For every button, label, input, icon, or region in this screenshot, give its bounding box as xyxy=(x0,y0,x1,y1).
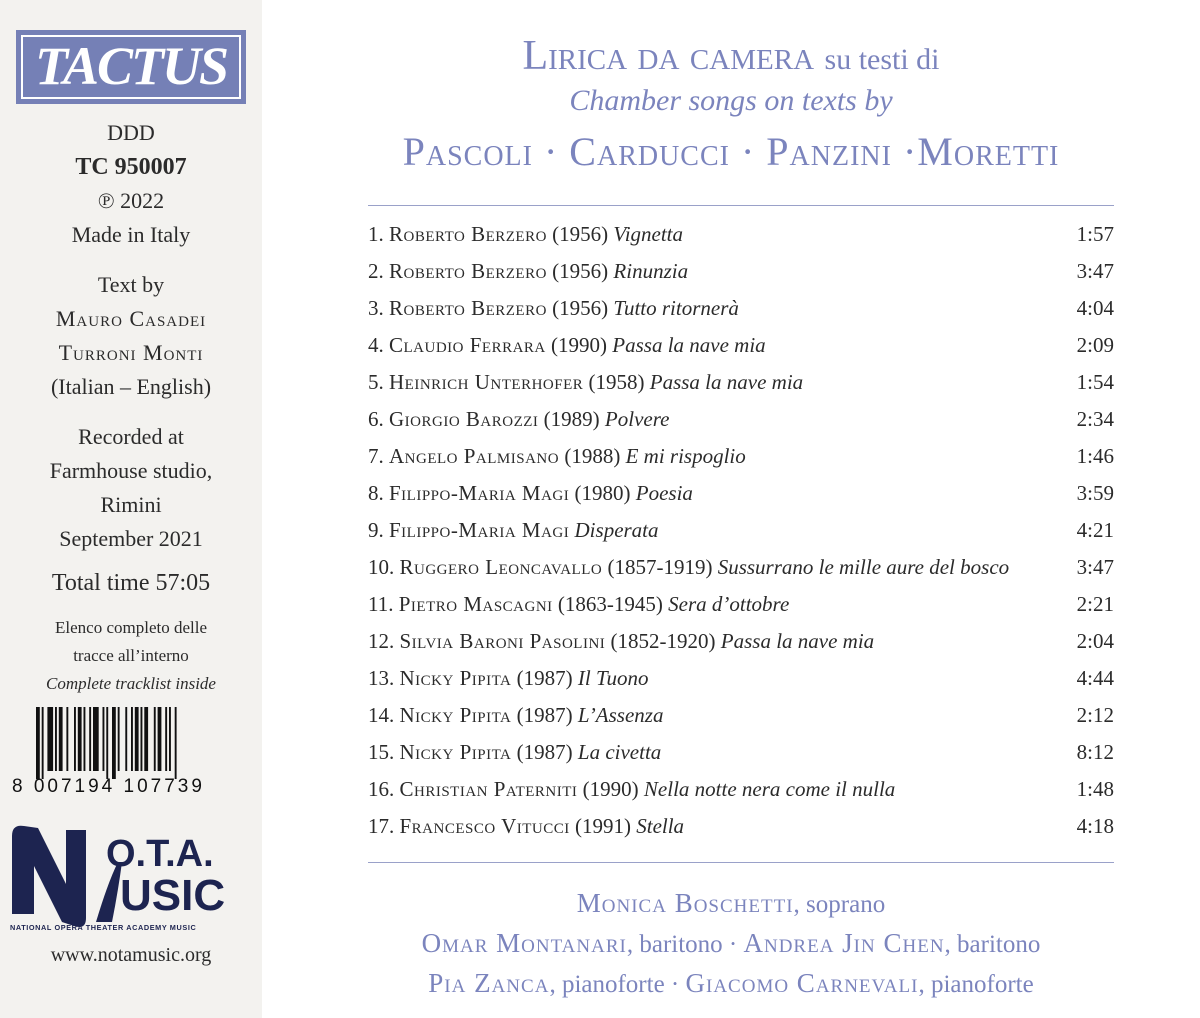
title-su-text: su testi di xyxy=(824,43,940,76)
barcode-bar xyxy=(55,707,57,771)
track-number: 4. xyxy=(368,333,384,357)
track-duration: 4:04 xyxy=(1076,296,1114,320)
text-credit xyxy=(0,268,262,404)
track-duration: 4:44 xyxy=(1076,666,1114,690)
barcode xyxy=(36,707,236,779)
track-row xyxy=(368,703,1114,740)
barcode-bar xyxy=(47,707,53,771)
recorded-line-2: Farmhouse studio, xyxy=(49,458,213,483)
barcode-bar xyxy=(141,707,143,771)
barcode-bar xyxy=(74,707,76,771)
tracklist-en: Complete tracklist inside xyxy=(46,674,216,693)
track-row xyxy=(368,592,1114,629)
languages: (Italian – English) xyxy=(50,374,212,399)
track-duration: 1:57 xyxy=(1076,222,1114,246)
top-divider xyxy=(368,205,1114,206)
performer-name: Pia Zanca xyxy=(428,968,550,998)
track-work: Sussurrano le mille aure del bosco xyxy=(717,555,1010,579)
title-main xyxy=(262,32,1200,80)
tactus-logo xyxy=(16,30,246,104)
text-by-label: Text by xyxy=(97,272,165,297)
track-duration: 4:18 xyxy=(1076,814,1114,838)
track-title xyxy=(368,222,683,247)
track-list xyxy=(368,222,1114,851)
track-years: (1991) xyxy=(574,814,631,838)
tactus-logo-text: TACTUS xyxy=(34,36,228,96)
track-number: 8. xyxy=(368,481,384,505)
performers-line-2 xyxy=(262,924,1200,964)
barcode-bar xyxy=(118,707,120,771)
barcode-bar xyxy=(165,707,167,771)
poets-line: Pascoli · Carducci · Panzini ·Moretti xyxy=(402,129,1060,174)
track-title xyxy=(368,629,874,654)
recorded-line-3: Rimini xyxy=(100,492,162,517)
track-row xyxy=(368,814,1114,851)
track-work: Tutto ritornerà xyxy=(613,296,739,320)
performers-line-1 xyxy=(262,884,1200,924)
barcode-bar xyxy=(78,707,82,771)
track-row xyxy=(368,518,1114,555)
track-work: Stella xyxy=(636,814,685,838)
tracklist-note xyxy=(0,614,262,698)
track-years: (1989) xyxy=(543,407,600,431)
barcode-bar xyxy=(66,707,68,771)
track-title xyxy=(368,444,746,469)
track-duration: 2:09 xyxy=(1076,333,1114,357)
ddd-label: DDD xyxy=(107,120,155,145)
barcode-bar xyxy=(89,707,91,771)
track-work: Passa la nave mia xyxy=(649,370,804,394)
track-number: 1. xyxy=(368,222,384,246)
track-work: Nella notte nera come il nulla xyxy=(643,777,896,801)
track-number: 16. xyxy=(368,777,395,801)
title-english: Chamber songs on texts by xyxy=(569,84,893,117)
track-composer: Ruggero Leoncavallo xyxy=(399,555,603,579)
track-duration: 2:04 xyxy=(1076,629,1114,653)
barcode-bar xyxy=(93,707,99,771)
track-title xyxy=(368,518,659,543)
recorded-line-1: Recorded at xyxy=(78,424,184,449)
track-duration: 2:34 xyxy=(1076,407,1114,431)
track-number: 2. xyxy=(368,259,384,283)
barcode-bar xyxy=(42,707,44,779)
barcode-bar xyxy=(144,707,148,771)
track-years: (1956) xyxy=(552,296,609,320)
track-years: (1958) xyxy=(588,370,645,394)
track-title xyxy=(368,259,688,284)
made-in: Made in Italy xyxy=(71,222,191,247)
barcode-bar xyxy=(36,707,40,779)
track-number: 15. xyxy=(368,740,395,764)
track-composer: Nicky Pipita xyxy=(399,740,512,764)
track-duration: 4:21 xyxy=(1076,518,1114,542)
website[interactable]: www.notamusic.org xyxy=(50,944,212,966)
track-composer: Pietro Mascagni xyxy=(398,592,553,616)
left-panel xyxy=(0,0,262,1018)
track-years: (1863-1945) xyxy=(557,592,663,616)
release-info xyxy=(0,116,262,252)
total-time: Total time 57:05 xyxy=(51,570,211,596)
track-duration: 2:12 xyxy=(1076,703,1114,727)
nota-bottom-text: USIC xyxy=(120,871,226,920)
track-years: (1990) xyxy=(551,333,608,357)
track-work: La civetta xyxy=(577,740,662,764)
track-number: 11. xyxy=(368,592,394,616)
track-row xyxy=(368,666,1114,703)
track-row xyxy=(368,444,1114,481)
track-number: 12. xyxy=(368,629,395,653)
track-composer: Silvia Baroni Pasolini xyxy=(399,629,606,653)
track-row xyxy=(368,407,1114,444)
nota-tagline: NATIONAL OPERA THEATER ACADEMY MUSIC xyxy=(10,923,197,932)
track-years: (1990) xyxy=(582,777,639,801)
barcode-bar xyxy=(84,707,86,771)
track-row xyxy=(368,555,1114,592)
track-composer: Nicky Pipita xyxy=(399,703,512,727)
track-years: (1956) xyxy=(552,259,609,283)
track-duration: 3:47 xyxy=(1076,259,1114,283)
main-panel xyxy=(262,0,1200,1018)
track-years: (1980) xyxy=(574,481,631,505)
track-row xyxy=(368,629,1114,666)
track-title xyxy=(368,592,789,617)
track-composer: Heinrich Unterhofer xyxy=(389,370,584,394)
track-work: E mi rispoglio xyxy=(625,444,746,468)
track-composer: Roberto Berzero xyxy=(389,296,547,320)
track-number: 7. xyxy=(368,444,384,468)
track-composer: Giorgio Barozzi xyxy=(389,407,539,431)
track-work: Sera d’ottobre xyxy=(668,592,790,616)
performer-role: , pianoforte xyxy=(918,971,1034,998)
tracklist-it-1: Elenco completo delle xyxy=(55,618,207,637)
track-composer: Roberto Berzero xyxy=(389,222,547,246)
track-composer: Filippo-Maria Magi xyxy=(389,481,570,505)
track-title xyxy=(368,296,739,321)
track-title xyxy=(368,333,766,358)
track-duration: 1:54 xyxy=(1076,370,1114,394)
track-number: 10. xyxy=(368,555,395,579)
performer-role: , baritono · xyxy=(626,931,744,958)
barcode-bar xyxy=(112,707,116,779)
barcode-bar xyxy=(154,707,156,771)
track-number: 6. xyxy=(368,407,384,431)
text-author-2: Turroni Monti xyxy=(58,340,204,365)
track-work: Rinunzia xyxy=(613,259,689,283)
track-work: Vignetta xyxy=(613,222,684,246)
track-composer: Claudio Ferrara xyxy=(389,333,546,357)
barcode-bar xyxy=(103,707,105,771)
track-number: 9. xyxy=(368,518,384,542)
barcode-bar xyxy=(169,707,171,771)
track-duration: 3:59 xyxy=(1076,481,1114,505)
track-work: L’Assenza xyxy=(577,703,664,727)
nota-music-logo xyxy=(8,822,258,934)
track-row xyxy=(368,777,1114,814)
track-years: (1956) xyxy=(552,222,609,246)
track-duration: 1:46 xyxy=(1076,444,1114,468)
tracklist-it-2: tracce all’interno xyxy=(73,646,189,665)
performer-name: Andrea Jin Chen xyxy=(743,928,945,958)
performer-role: , baritono xyxy=(944,931,1041,958)
track-work: Passa la nave mia xyxy=(720,629,875,653)
text-author-1: Mauro Casadei xyxy=(55,306,207,331)
track-title xyxy=(368,666,649,691)
track-title xyxy=(368,481,693,506)
track-years: (1852-1920) xyxy=(610,629,716,653)
performers-line-3 xyxy=(262,964,1200,1004)
track-number: 5. xyxy=(368,370,384,394)
track-row xyxy=(368,370,1114,407)
track-years: (1857-1919) xyxy=(607,555,713,579)
track-row xyxy=(368,481,1114,518)
barcode-bar xyxy=(125,707,127,771)
barcode-bar xyxy=(131,707,133,771)
barcode-bar xyxy=(158,707,162,771)
title-main-text: Lirica da camera xyxy=(522,33,815,79)
track-work: Polvere xyxy=(604,407,670,431)
copyright-year: ℗ 2022 xyxy=(97,188,165,213)
track-years: (1987) xyxy=(516,740,573,764)
track-number: 17. xyxy=(368,814,395,838)
track-composer: Nicky Pipita xyxy=(399,666,512,690)
barcode-bar xyxy=(175,707,177,779)
bottom-divider xyxy=(368,862,1114,863)
performers xyxy=(262,884,1200,1004)
track-work: Poesia xyxy=(635,481,693,505)
track-row xyxy=(368,222,1114,259)
track-title xyxy=(368,407,669,432)
total-time-block xyxy=(0,566,262,600)
nota-top-text: O.T.A. xyxy=(106,833,214,875)
track-duration: 8:12 xyxy=(1076,740,1114,764)
track-title xyxy=(368,370,803,395)
track-duration: 3:47 xyxy=(1076,555,1114,579)
performer-name: Omar Montanari xyxy=(421,928,627,958)
track-years: (1987) xyxy=(516,703,573,727)
track-number: 3. xyxy=(368,296,384,320)
performer-role: , soprano xyxy=(793,891,886,918)
track-row xyxy=(368,259,1114,296)
track-number: 13. xyxy=(368,666,395,690)
recording-info xyxy=(0,420,262,556)
track-title xyxy=(368,814,684,839)
track-composer: Angelo Palmisano xyxy=(389,444,560,468)
track-years: (1987) xyxy=(516,666,573,690)
track-work: Disperata xyxy=(574,518,659,542)
track-composer: Francesco Vitucci xyxy=(399,814,570,838)
track-work: Passa la nave mia xyxy=(612,333,766,357)
barcode-bar xyxy=(59,707,63,771)
track-composer: Filippo-Maria Magi xyxy=(389,518,570,542)
track-title xyxy=(368,777,895,802)
track-work: Il Tuono xyxy=(577,666,649,690)
recorded-line-4: September 2021 xyxy=(59,526,203,551)
barcode-bar xyxy=(135,707,139,771)
track-title xyxy=(368,703,663,728)
track-title xyxy=(368,555,1009,580)
track-title xyxy=(368,740,661,765)
barcode-digits: 8 007194 107739 xyxy=(12,776,205,797)
track-number: 14. xyxy=(368,703,395,727)
track-row xyxy=(368,740,1114,777)
performer-role: , pianoforte · xyxy=(549,971,686,998)
performer-name: Giacomo Carnevali xyxy=(685,968,919,998)
track-duration: 2:21 xyxy=(1076,592,1114,616)
track-row xyxy=(368,296,1114,333)
track-row xyxy=(368,333,1114,370)
track-composer: Roberto Berzero xyxy=(389,259,547,283)
barcode-bar xyxy=(106,707,108,779)
catalog-number: TC 950007 xyxy=(75,154,187,180)
performer-name: Monica Boschetti xyxy=(576,888,794,918)
track-composer: Christian Paterniti xyxy=(399,777,578,801)
track-years: (1988) xyxy=(564,444,621,468)
track-duration: 1:48 xyxy=(1076,777,1114,801)
